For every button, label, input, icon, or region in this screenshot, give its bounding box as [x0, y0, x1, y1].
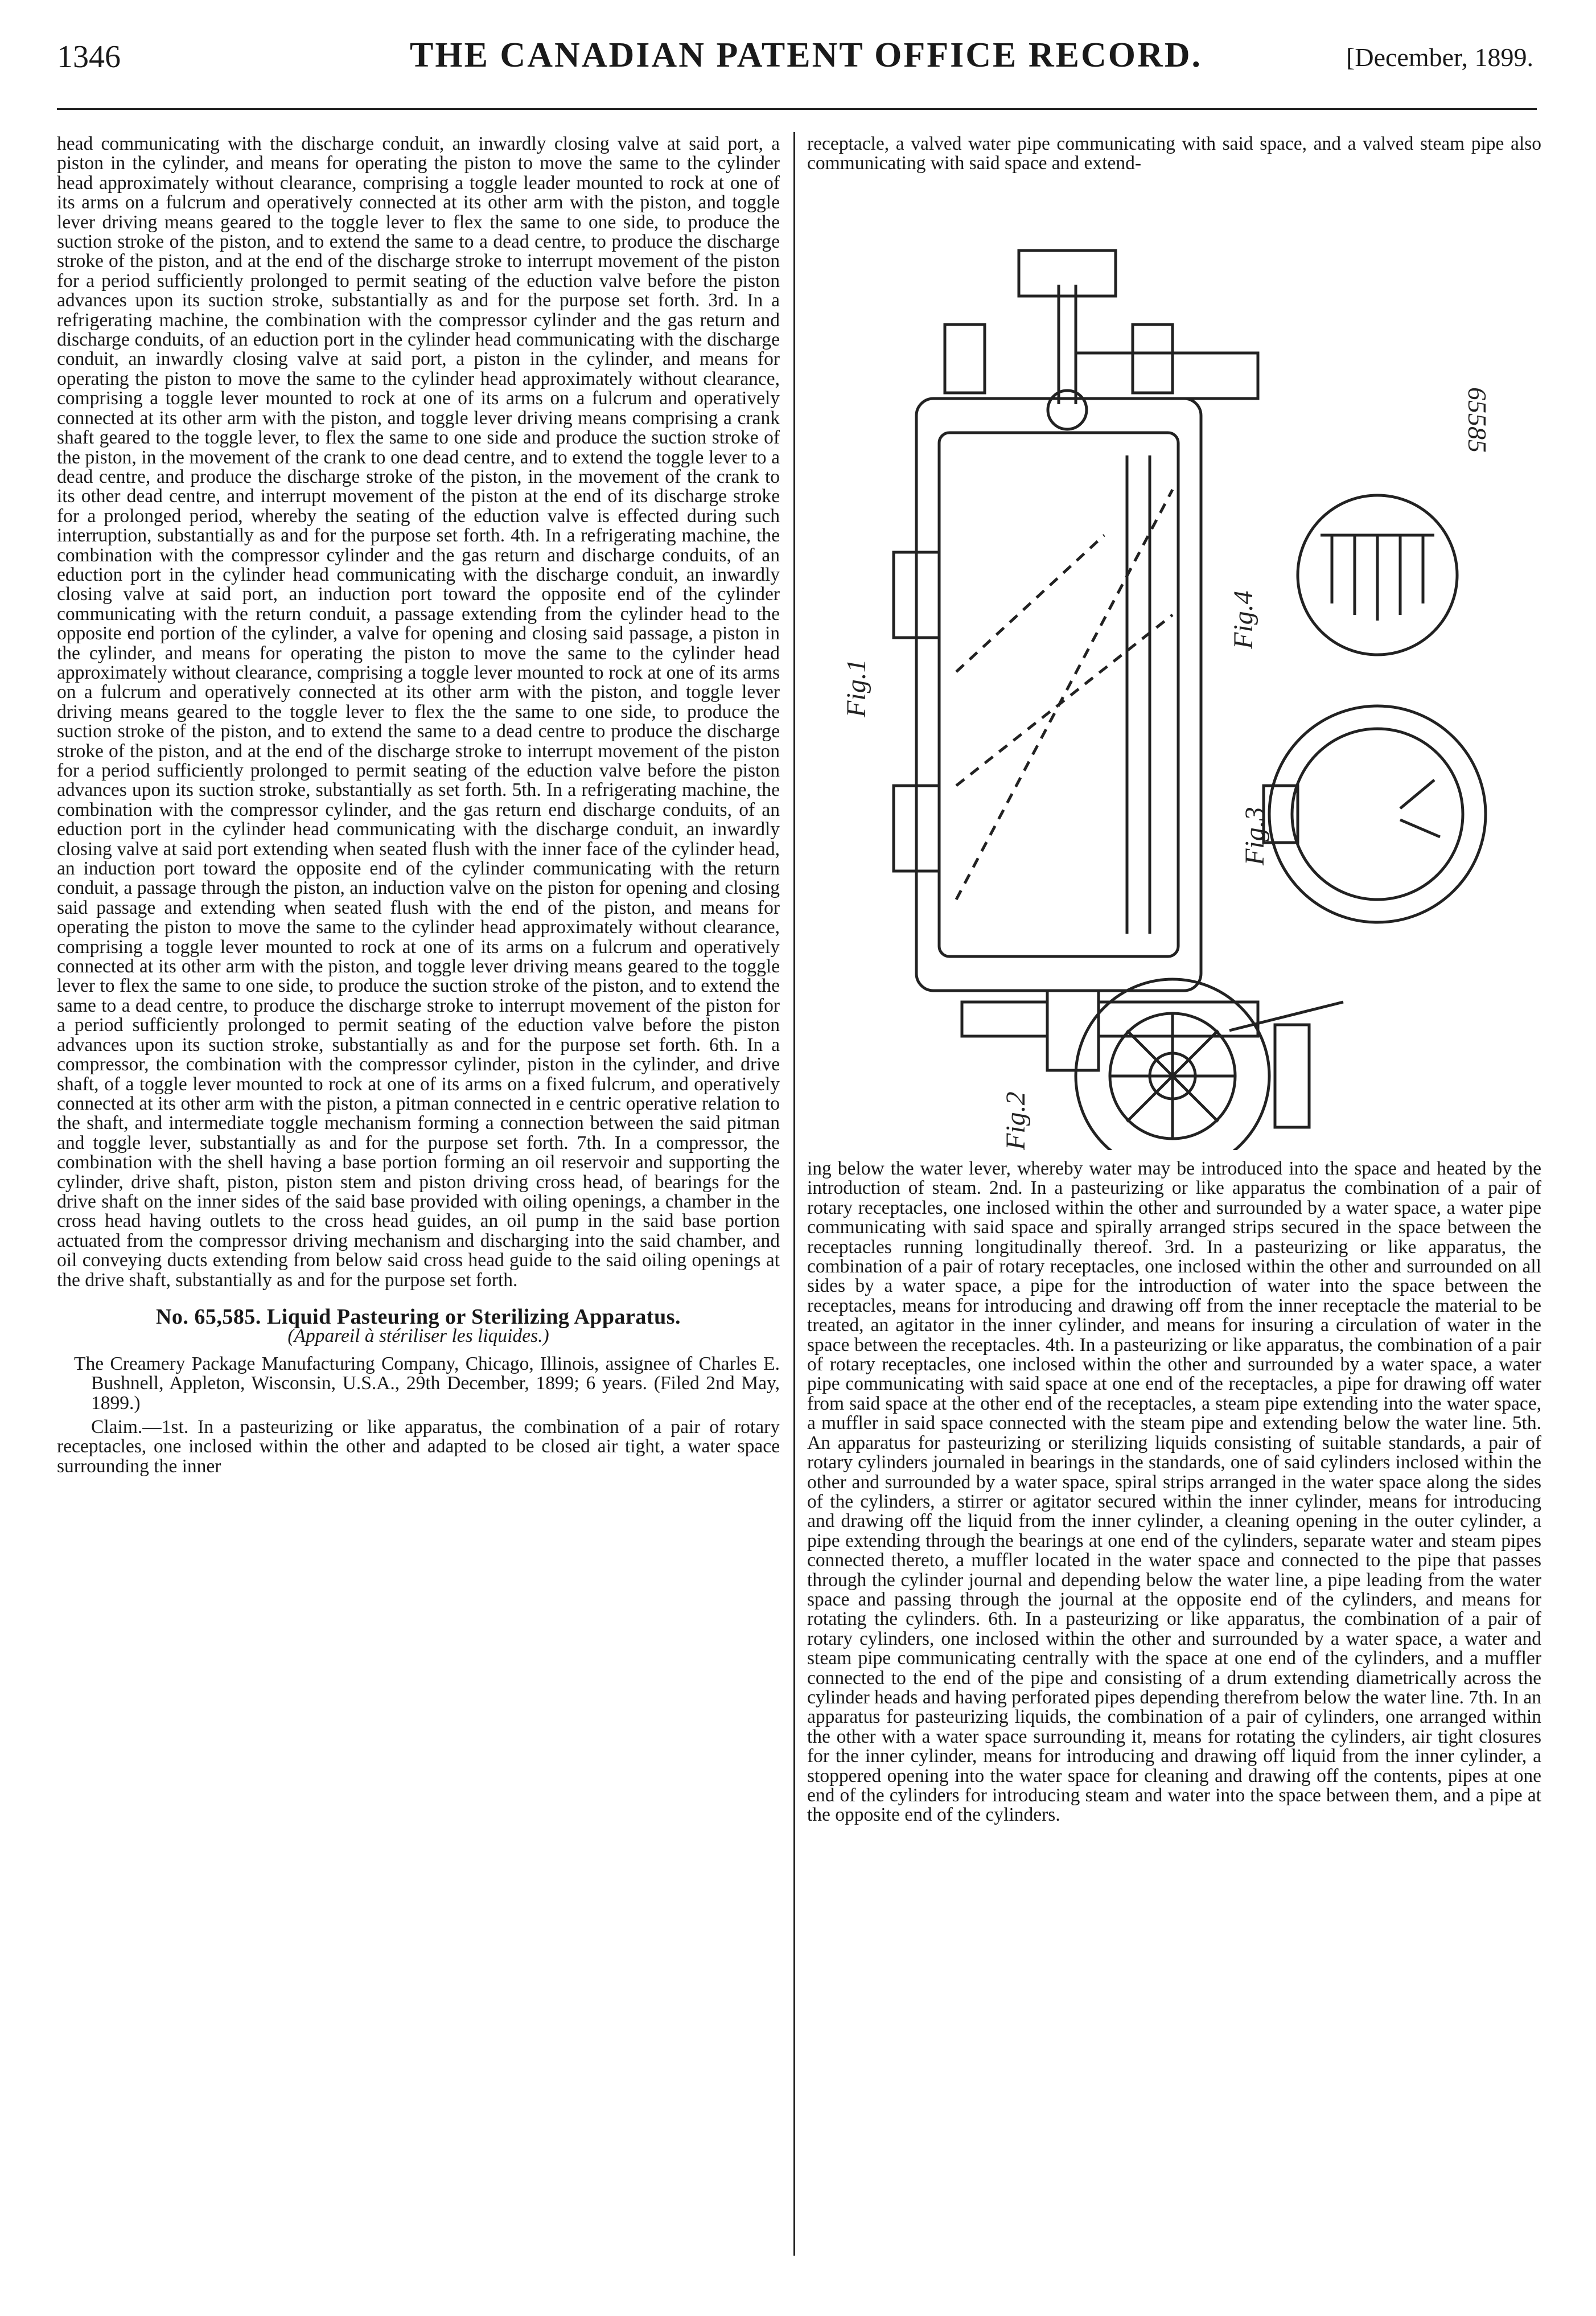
- fig1-bearing-left: [945, 325, 985, 393]
- fig1-spiral-strips: [956, 490, 1173, 900]
- publication-title: THE CANADIAN PATENT OFFICE RECORD.: [410, 36, 1203, 75]
- right-column-bottom-text: ing below the water lever, whereby water may be introduced into the space and heated by the introduction of steam. 2nd. In a pasteurizing or like apparatus the combination of a pair of rotary receptacles, one inclosed within the other and surrounded by a water space, a water pipe communicating with said space and spirally arranged strips secured in the space between the receptacles running longitudinally thereof. 3rd. In a pasteurizing or like apparatus, the combination of a pair of rotary receptacles, one inclosed within the other and surrounded on all sides by a water space, a pipe for the introduction of water into the space between the receptacles, means for introducing and drawing off from the inner receptacle the material to be treated, an agitator in the inner cylinder, and means for insuring a circulation of water in the space between the receptacles. 4th. In a pasteurizing or like apparatus, the combination of a pair of rotary receptacles, one inclosed within the other and surrounded by a water space, a water pipe communicating with said space at one end of the receptacles, a pipe for drawing off water from said space at the other end of the receptacles, a steam pipe extending into the water space, a muffler in said space connected with the steam pipe and extending below the water line. 5th. An apparatus for pasteurizing or sterilizing liquids consisting of suitable standards, a pair of rotary cylinders journaled in bearings in the standards, one of said cylinders inclosed within the other and surrounded by a water space, spiral strips arranged in the water space along the sides of the cylinders, a stirrer or agitator secured within the inner cylinder, means for introducing and drawing off the liquid from the inner cylinder, a cleaning opening in the outer cylinder, a pipe extending through the bearings at one end of the cylinders, separate water and steam pipes connected thereto, a muffler located in the water space and connected to the pipe that passes through the cylinder journal and depending below the water line, a pipe leading from the water space and passing through the journal at the opposite end of the cylinders, and means for rotating the cylinders. 6th. In a pasteurizing or like apparatus, the combination of a pair of rotary cylinders, one inclosed within the other and surrounded by a water space, a water and steam pipe communicating centrally with the space at one end of the cylinders, and a muffler connected to the end of the pipe and consisting of a drum extending diametrically across the cylinder heads and having perforated pipes depending therefrom below the water line. 7th. In an apparatus for pasteurizing liquids, the combination of a pair of cylinders, one arranged within the other with a water space surrounding it, means for rotating the cylinders, air tight closures for the inner cylinder, means for introducing and drawing off liquid from the inner cylinder, a stoppered opening into the water space for cleaning and drawing off the contents, pipes at one end of the cylinders for introducing steam and water into the space between them, and a pipe at the opposite end of the cylinders.: [807, 1158, 1541, 1826]
- patent-heading: No. 65,585. Liquid Pasteuring or Sterilizing Apparatus.: [155, 1304, 681, 1329]
- right-column-top: [807, 134, 1541, 174]
- figure-patent-number: 65585: [1463, 387, 1492, 453]
- right-column-bottom: [807, 1159, 1541, 1825]
- issue-date: [December, 1899.: [1346, 43, 1533, 72]
- fig-label-4: Fig.4: [1228, 590, 1258, 649]
- fig1-stand-right: [1099, 1002, 1258, 1036]
- right-column-top-text: receptacle, a valved water pipe communicating with said space, and a valved steam pipe also communicating with said space and extend-: [807, 133, 1541, 174]
- patent-drawing-svg: [831, 216, 1525, 1150]
- column-divider: [793, 132, 795, 2256]
- fig2-gear: [1275, 1025, 1309, 1127]
- fig2-spokes: [1110, 1013, 1235, 1139]
- fig1-outer-cylinder: [916, 399, 1201, 991]
- left-column-body: head communicating with the discharge conduit, an inwardly closing valve at said port, a piston in the cylinder, and means for operating the piston to move the same to the cylinder head approximately without clearance, comprising a toggle leader mounted to rock at one of its arms on a fulcrum and operatively connected at its other arm with the piston, and toggle lever driving means geared to the toggle lever to flex the same to one side, to produce the suction stroke of the piston, and to extend the same to a dead centre, to produce the discharge stroke of the piston, and at the end of the discharge stroke to interrupt movement of the piston for a period sufficiently prolonged to permit seating of the eduction valve before the piston advances upon its suction stroke, substantially as and for the purpose set forth. 3rd. In a refrigerating machine, the combination with the compressor cylinder and the gas return and discharge conduits, of an eduction port in the cylinder head communicating with the discharge conduit, an inwardly closing valve at said port, a piston in the cylinder, and means for operating the piston to move the same to the cylinder head approximately without clearance, comprising a toggle lever mounted to rock at one of its arms on a fulcrum and operatively connected at its other arm with the piston, and toggle lever driving means comprising a crank shaft geared to the toggle lever, to flex the same to one side and produce the suction stroke of the piston, in the movement of the crank to one dead centre, and to extend the toggle lever to a dead centre, and produce the discharge stroke of the piston, in the movement of the crank to its other dead centre, and interrupt movement of the piston at the end of its discharge stroke for a prolonged period, whereby the seating of the eduction valve is effected during such interruption, substantially as and for the purpose set forth. 4th. In a refrigerating machine, the combination with the compressor cylinder and the gas return and discharge conduits, of an eduction port in the cylinder head communicating with the discharge conduit, an inwardly closing valve at said port, an induction port toward the opposite end of the cylinder communicating with the return conduit, a passage extending from the cylinder head to the opposite end portion of the cylinder, a valve for opening and closing said passage, a piston in the cylinder, and means for operating the piston to move the same to the cylinder head approximately without clearance, comprising a toggle lever mounted to rock at one of its arms on a fulcrum and operatively connected at its other arm with the piston, and toggle lever driving means geared to the toggle lever to flex the the same to one side, to produce the suction stroke of the piston, and to extend the same to a dead centre to produce the discharge stroke of the piston, and at the end of the discharge stroke to interrupt movement of the piston for a period sufficiently prolonged to permit seating of the eduction valve before the piston advances upon its suction stroke, substantially as set forth. 5th. In a refrigerating machine, the combination with the compressor cylinder, and the gas return end discharge conduits, of an eduction port in the cylinder head communicating with the discharge conduit, an inwardly closing valve at said port extending when seated flush with the inner face of the cylinder head, an induction port toward the opposite end of the cylinder communicating with the return conduit, a passage through the piston, an induction valve on the piston for opening and closing said passage and extending when seated flush with the end of the piston, and means for operating the piston to move the same to the cylinder head approximately without clearance, comprising a toggle lever mounted to rock at one of its arms on a fulcrum and operatively connected at its other arm with the piston, and toggle lever driving means geared to the toggle lever to flex the same to one side, to produce the suction stroke of the piston, and to extend the same to a dead centre, to produce the discharge stroke to interrupt movement of the piston for a period sufficiently prolonged to permit seating of the eduction valve before the piston advances upon its suction stroke, substantially as and for the purpose set forth. 6th. In a compressor, the combination with the compressor cylinder, piston in the cylinder, and drive shaft, of a toggle lever mounted to rock at one of its arms on a fixed fulcrum, and operatively connected at its other arm with the piston, a pitman connected in e centric operative relation to the shaft, and intermediate toggle mechanism forming a connection between the said pitman and toggle lever, substantially as and for the purpose set forth. 7th. In a compressor, the combination with the shell having a base portion forming an oil reservoir and supporting the cylinder, drive shaft, piston, piston stem and piston driving cross head, of bearings for the drive shaft on the inner sides of the said base provided with oiling openings, a chamber in the cross head having outlets to the cross head guides, an oil pump in the said base portion actuated from the compressor driving mechanism and discharging into the said chamber, and oil conveying ducts extending from below said cross head guide to the said oiling openings at the drive shaft, substantially as and for the purpose set forth.: [57, 133, 780, 1291]
- fig1-muffler: [1048, 391, 1087, 429]
- fig1-stand-left: [962, 1002, 1047, 1036]
- claim-intro: Claim.—1st. In a pasteurizing or like apparatus, the combination of a pair of rotary receptacles, one inclosed within the other and adapted to be closed air tight, a water space surrounding the inner: [57, 1416, 780, 1477]
- page-number: 1346: [57, 39, 121, 75]
- fig1-bottom-journal: [1047, 991, 1099, 1070]
- patent-assignee: The Creamery Package Manufacturing Company, Chicago, Illinois, assignee of Charles E. Bushnell, Appleton, Wisconsin, U.S.A., 29th December, 1899; 6 years. (Filed 2nd May, 1899.): [74, 1353, 780, 1414]
- fig3-cross-section: [1269, 706, 1486, 922]
- fig1-inner-cylinder: [939, 433, 1178, 956]
- patent-subheading: (Appareil à stériliser les liquides.): [287, 1325, 549, 1347]
- fig-label-2: Fig.2: [1001, 1091, 1031, 1150]
- fig4-perforated-pipes: [1332, 535, 1423, 621]
- fig1-bearing-right: [1133, 325, 1173, 393]
- patent-drawing: [831, 216, 1525, 1150]
- left-column: [57, 134, 780, 1476]
- fig1-pipe-head: [1019, 251, 1116, 296]
- header-rule: [57, 108, 1537, 110]
- fig-label-1: Fig.1: [841, 659, 871, 717]
- fig-label-3: Fig.3: [1240, 807, 1270, 865]
